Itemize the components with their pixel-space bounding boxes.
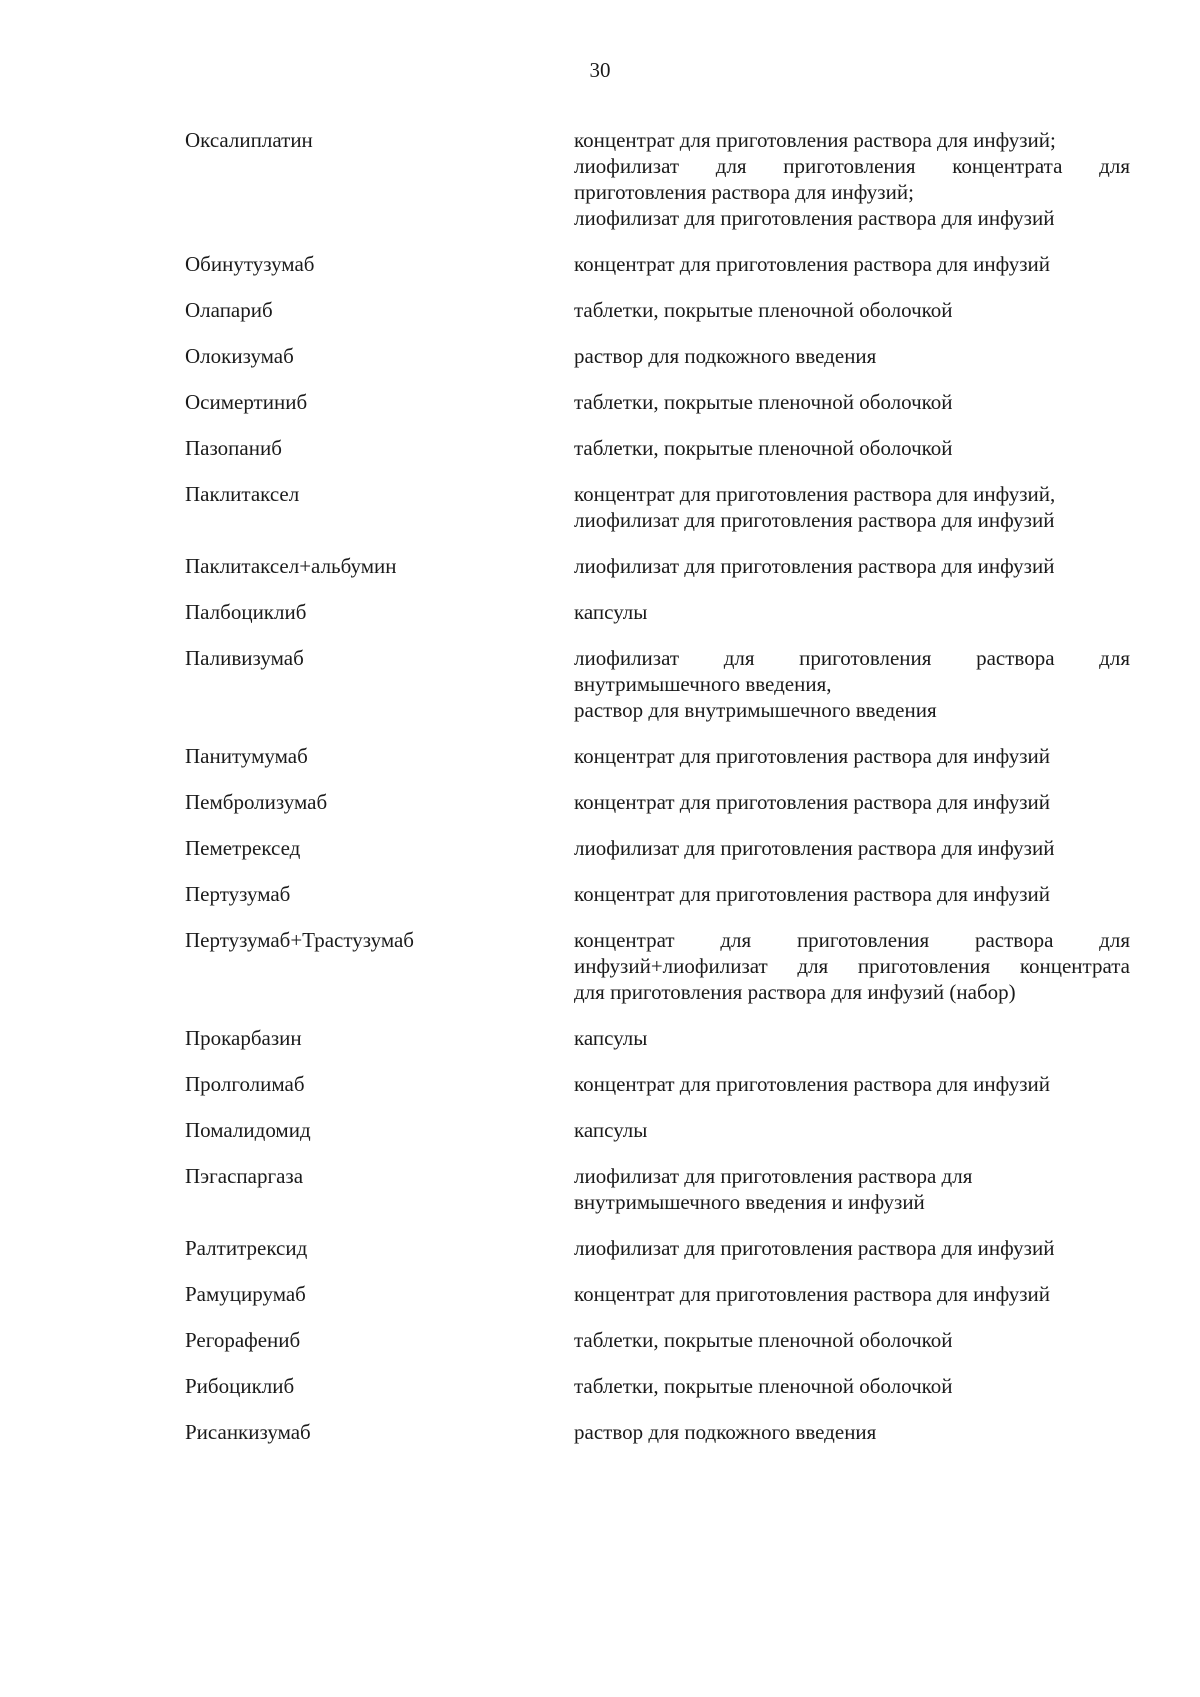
dosage-forms: [574, 599, 1130, 625]
dosage-form-line: таблетки, покрытые пленочной оболочкой: [574, 436, 953, 460]
dosage-forms: [574, 251, 1130, 277]
drug-name: Обинутузумаб: [185, 252, 315, 276]
drug-name: Олокизумаб: [185, 344, 294, 368]
drug-name: Ралтитрексид: [185, 1236, 308, 1260]
dosage-form-line: таблетки, покрытые пленочной оболочкой: [574, 390, 953, 414]
drug-name: Паклитаксел+альбумин: [185, 554, 397, 578]
dosage-forms: [574, 743, 1130, 769]
dosage-form-line: лиофилизат для приготовления раствора для инфузий: [574, 508, 1055, 532]
dosage-form-line: концентрат для приготовления раствора для: [574, 928, 1130, 952]
dosage-form-line: внутримышечного введения и инфузий: [574, 1190, 925, 1214]
dosage-form-line: концентрат для приготовления раствора для инфузий: [574, 882, 1050, 906]
drug-name: Пролголимаб: [185, 1072, 305, 1096]
dosage-form-line: таблетки, покрытые пленочной оболочкой: [574, 298, 953, 322]
table-row: [0, 645, 1200, 723]
dosage-form-line: лиофилизат для приготовления раствора для инфузий: [574, 554, 1055, 578]
dosage-form-line: инфузий+лиофилизат для приготовления концентрата: [574, 954, 1130, 978]
dosage-forms: [574, 881, 1130, 907]
table-row: [0, 251, 1200, 277]
table-row: [0, 127, 1200, 231]
dosage-form-line: лиофилизат для приготовления раствора для инфузий: [574, 206, 1055, 230]
dosage-forms: [574, 553, 1130, 579]
dosage-forms: [574, 645, 1130, 723]
drug-name: Пембролизумаб: [185, 790, 328, 814]
dosage-forms: [574, 1071, 1130, 1097]
drug-name: Рамуцирумаб: [185, 1282, 306, 1306]
dosage-forms: [574, 1025, 1130, 1051]
drug-name: Пазопаниб: [185, 436, 282, 460]
table-row: [0, 553, 1200, 579]
table-row: [0, 481, 1200, 533]
dosage-forms: [574, 389, 1130, 415]
drug-name: Осимертиниб: [185, 390, 308, 414]
dosage-form-line: концентрат для приготовления раствора для инфузий: [574, 744, 1050, 768]
dosage-forms: [574, 435, 1130, 461]
dosage-form-line: концентрат для приготовления раствора для инфузий: [574, 1072, 1050, 1096]
dosage-form-line: таблетки, покрытые пленочной оболочкой: [574, 1374, 953, 1398]
dosage-form-line: концентрат для приготовления раствора для инфузий: [574, 790, 1050, 814]
table-row: [0, 881, 1200, 907]
drug-name: Панитумумаб: [185, 744, 308, 768]
dosage-form-line: для приготовления раствора для инфузий (набор): [574, 980, 1016, 1004]
table-row: [0, 789, 1200, 815]
dosage-forms: [574, 127, 1130, 231]
dosage-form-line: раствор для подкожного введения: [574, 344, 877, 368]
drug-list: [0, 127, 1200, 1465]
dosage-form-line: внутримышечного введения,: [574, 672, 832, 696]
table-row: [0, 1071, 1200, 1097]
drug-name: Пертузумаб+Трастузумаб: [185, 928, 414, 952]
table-row: [0, 835, 1200, 861]
table-row: [0, 1327, 1200, 1353]
table-row: [0, 343, 1200, 369]
dosage-form-line: лиофилизат для приготовления раствора для инфузий: [574, 1236, 1055, 1260]
drug-name: Рибоциклиб: [185, 1374, 295, 1398]
table-row: [0, 297, 1200, 323]
table-row: [0, 1373, 1200, 1399]
dosage-form-line: концентрат для приготовления раствора для инфузий,: [574, 482, 1056, 506]
dosage-forms: [574, 835, 1130, 861]
drug-name: Паливизумаб: [185, 646, 304, 670]
table-row: [0, 743, 1200, 769]
drug-name: Олапариб: [185, 298, 273, 322]
drug-name: Паклитаксел: [185, 482, 300, 506]
dosage-forms: [574, 1281, 1130, 1307]
table-row: [0, 1419, 1200, 1445]
dosage-form-line: лиофилизат для приготовления раствора для: [574, 1164, 973, 1188]
table-row: [0, 389, 1200, 415]
drug-name: Помалидомид: [185, 1118, 311, 1142]
dosage-form-line: капсулы: [574, 1026, 648, 1050]
dosage-forms: [574, 1373, 1130, 1399]
table-row: [0, 1163, 1200, 1215]
dosage-form-line: раствор для внутримышечного введения: [574, 698, 937, 722]
dosage-forms: [574, 789, 1130, 815]
page-number: 30: [589, 58, 611, 82]
dosage-form-line: лиофилизат для приготовления раствора для инфузий: [574, 836, 1055, 860]
drug-name: Палбоциклиб: [185, 600, 307, 624]
dosage-forms: [574, 481, 1130, 533]
drug-name: Оксалиплатин: [185, 128, 313, 152]
table-row: [0, 1117, 1200, 1143]
drug-name: Пэгаспаргаза: [185, 1164, 304, 1188]
dosage-forms: [574, 1163, 1130, 1215]
dosage-forms: [574, 1117, 1130, 1143]
dosage-form-line: приготовления раствора для инфузий;: [574, 180, 914, 204]
dosage-form-line: лиофилизат для приготовления раствора для: [574, 646, 1130, 670]
drug-name: Прокарбазин: [185, 1026, 302, 1050]
drug-name: Регорафениб: [185, 1328, 301, 1352]
dosage-forms: [574, 1235, 1130, 1261]
dosage-form-line: лиофилизат для приготовления концентрата для: [574, 154, 1130, 178]
dosage-form-line: концентрат для приготовления раствора для инфузий;: [574, 128, 1056, 152]
dosage-form-line: раствор для подкожного введения: [574, 1420, 877, 1444]
table-row: [0, 1281, 1200, 1307]
dosage-forms: [574, 1327, 1130, 1353]
dosage-form-line: капсулы: [574, 1118, 648, 1142]
table-row: [0, 1025, 1200, 1051]
table-row: [0, 435, 1200, 461]
dosage-forms: [574, 927, 1130, 1005]
dosage-form-line: концентрат для приготовления раствора для инфузий: [574, 1282, 1050, 1306]
drug-name: Рисанкизумаб: [185, 1420, 311, 1444]
table-row: [0, 1235, 1200, 1261]
dosage-forms: [574, 297, 1130, 323]
dosage-forms: [574, 1419, 1130, 1445]
dosage-forms: [574, 343, 1130, 369]
drug-name: Пеметрексед: [185, 836, 301, 860]
dosage-form-line: концентрат для приготовления раствора для инфузий: [574, 252, 1050, 276]
dosage-form-line: таблетки, покрытые пленочной оболочкой: [574, 1328, 953, 1352]
table-row: [0, 927, 1200, 1005]
drug-name: Пертузумаб: [185, 882, 291, 906]
table-row: [0, 599, 1200, 625]
dosage-form-line: капсулы: [574, 600, 648, 624]
